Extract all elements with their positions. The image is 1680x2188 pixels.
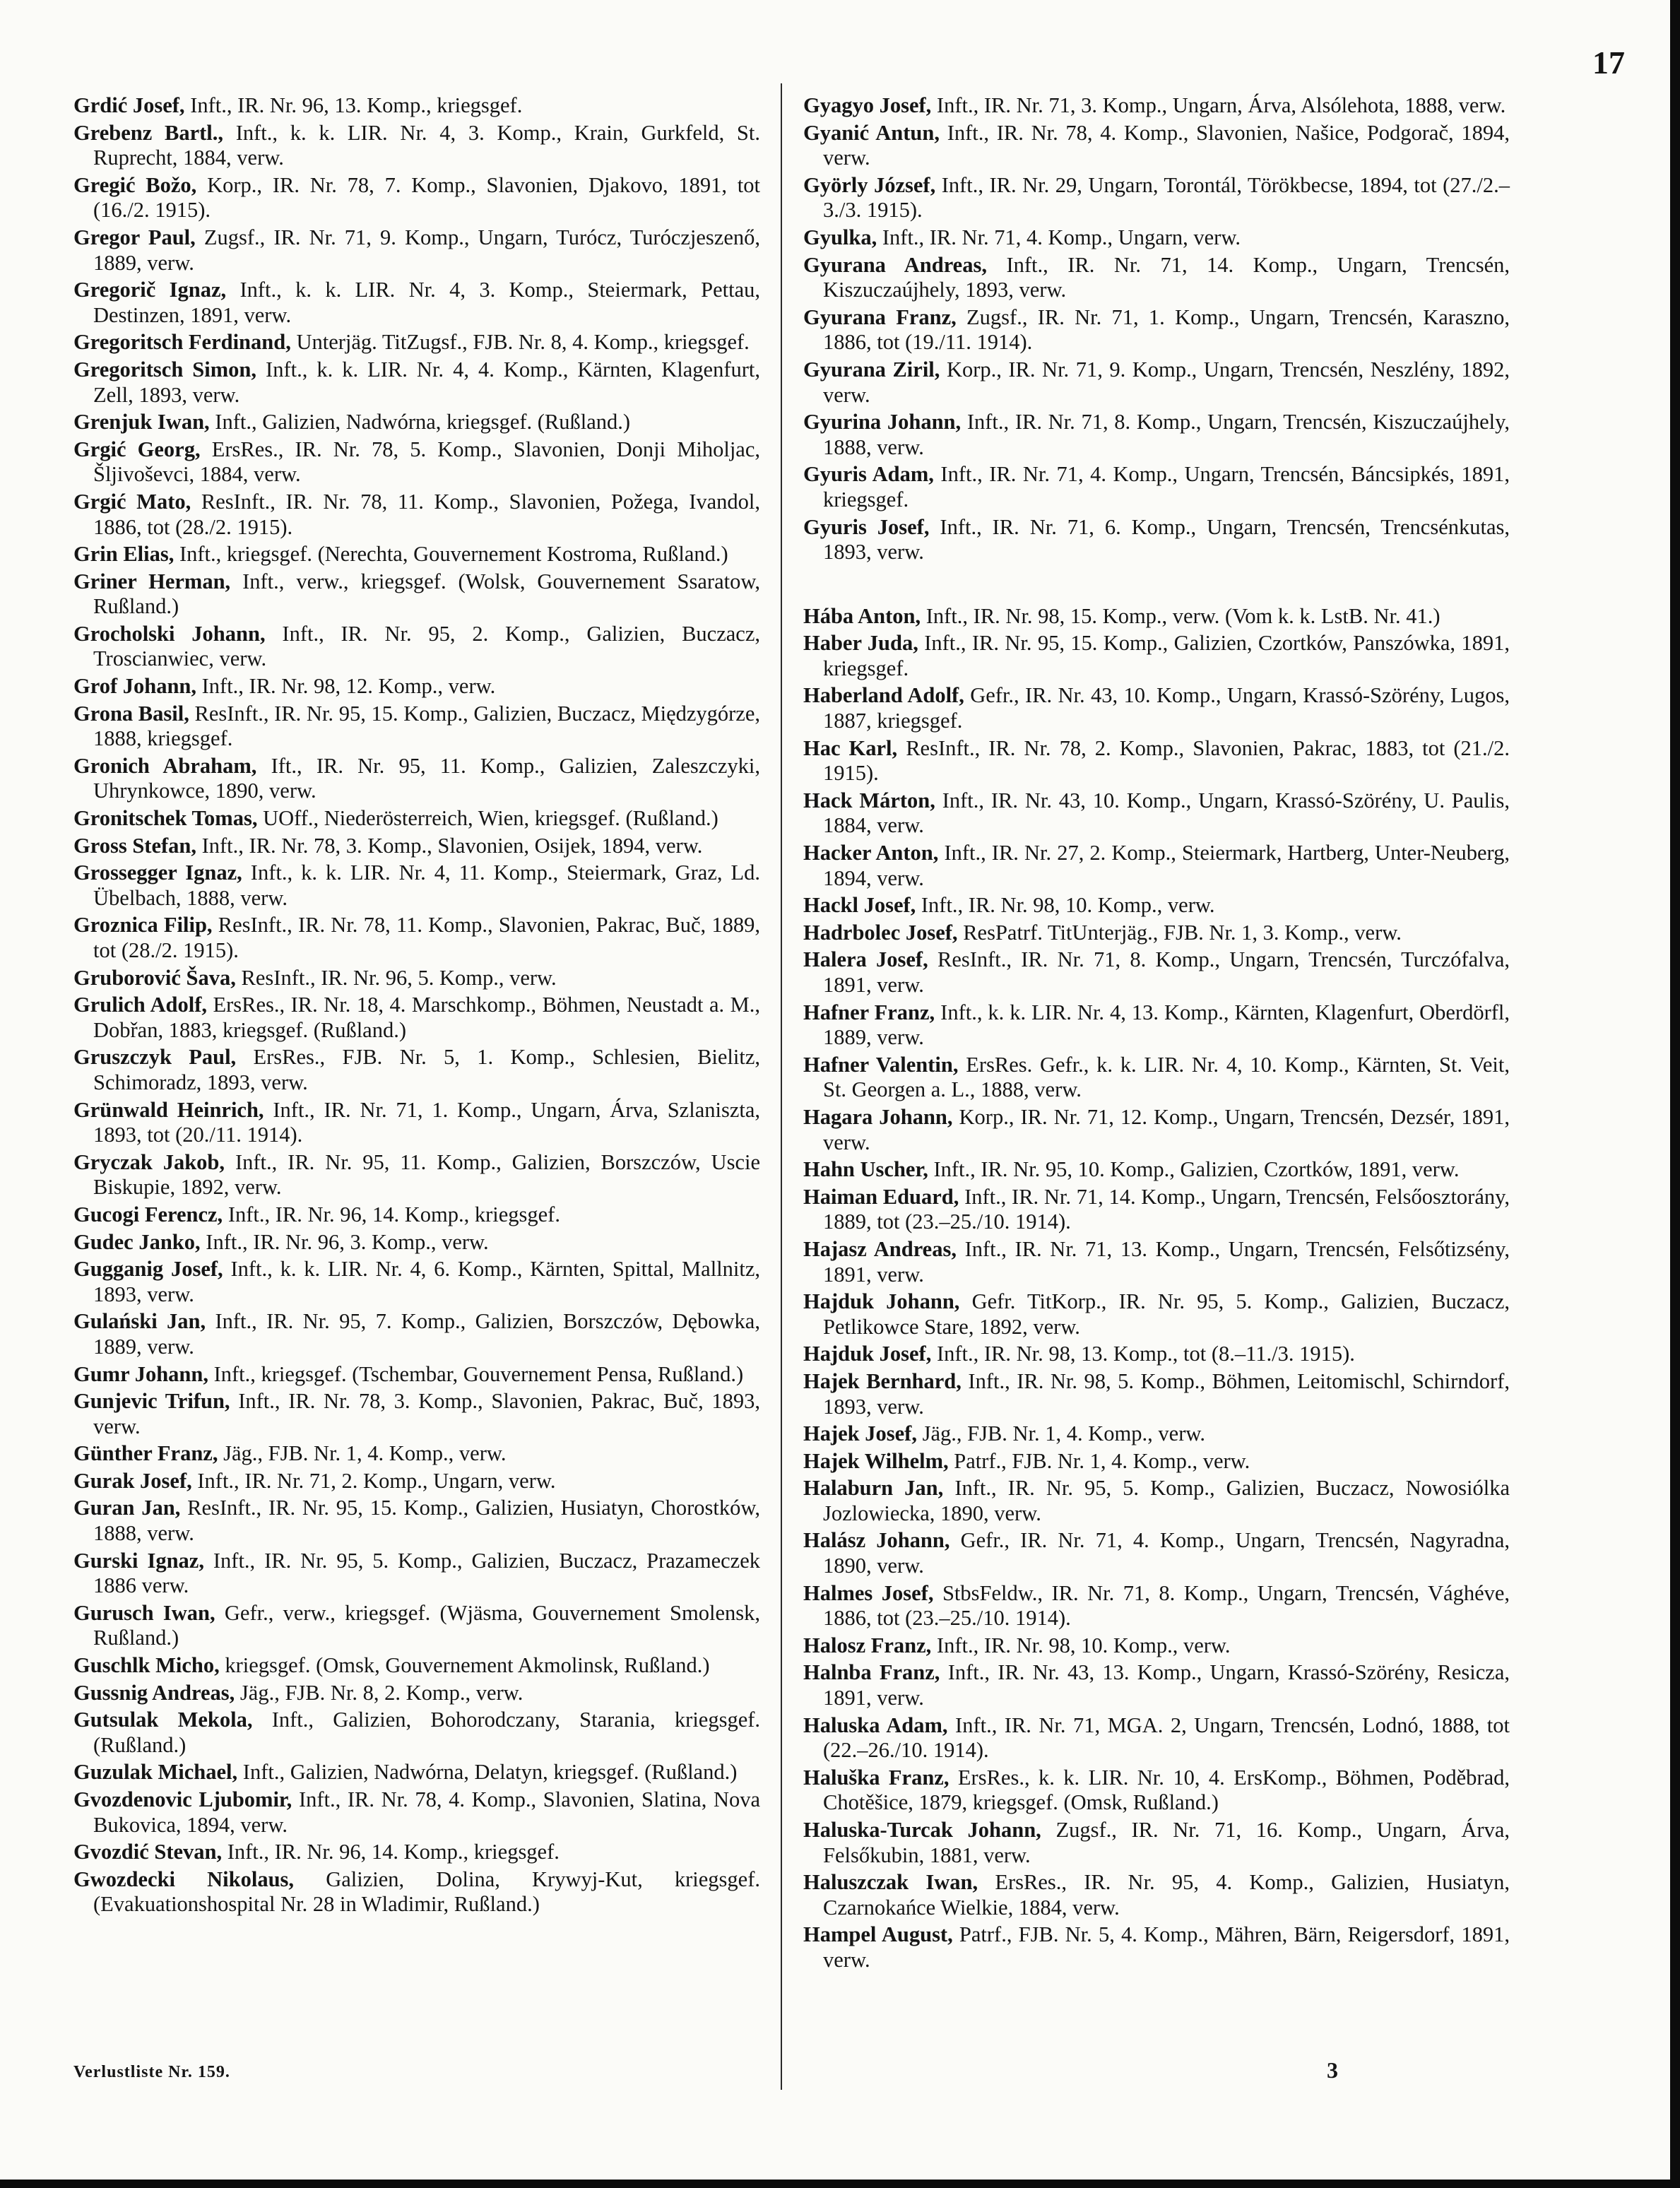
entry-details: Inft., IR. Nr. 96, 3. Komp., verw. (206, 1229, 489, 1254)
entry-details: Korp., IR. Nr. 71, 12. Komp., Ungarn, Trencsén, Dezsér, 1891, verw. (823, 1104, 1510, 1154)
entry-name: Halosz Franz, (803, 1633, 932, 1657)
casualty-entry (73, 173, 760, 223)
casualty-entry (73, 1840, 760, 1865)
casualty-entry (73, 278, 760, 328)
casualty-entry (73, 1549, 760, 1599)
entry-name: Gudec Janko, (73, 1229, 201, 1254)
casualty-entry (73, 1653, 760, 1679)
casualty-entry (73, 93, 760, 119)
entry-details: Inft., IR. Nr. 95, 11. Komp., Galizien, Borszczów, Uscie Biskupie, 1892, verw. (93, 1149, 761, 1200)
entry-details: Inft., IR. Nr. 96, 13. Komp., kriegsgef. (190, 93, 523, 117)
casualty-entry (803, 1421, 1510, 1447)
casualty-entry (73, 754, 760, 804)
entry-details: Inft., IR. Nr. 71, 3. Komp., Ungarn, Árva, Alsólehota, 1888, verw. (936, 93, 1506, 117)
entry-details: Inft., IR. Nr. 98, 10. Komp., verw. (936, 1633, 1231, 1657)
entry-details: Inft., k. k. LIR. Nr. 4, 11. Komp., Steiermark, Graz, Ld. Übelbach, 1888, verw. (93, 861, 760, 910)
entry-details: Inft., IR. Nr. 71, 8. Komp., Ungarn, Trencsén, Kiszuczaújhely, 1888, verw. (823, 410, 1510, 459)
casualty-entry (73, 1681, 760, 1706)
page-number: 17 (1592, 45, 1625, 81)
entry-name: Gugganig Josef, (73, 1257, 223, 1282)
entry-details: Jäg., FJB. Nr. 1, 4. Komp., verw. (922, 1421, 1206, 1446)
casualty-entry (803, 305, 1510, 355)
entry-name: Haber Juda, (803, 631, 918, 656)
entry-details: StbsFeldw., IR. Nr. 71, 8. Komp., Ungarn, Trencsén, Vághéve, 1886, tot (23.–25./10. 1914). (823, 1580, 1510, 1631)
entry-details: ResInft., IR. Nr. 71, 8. Komp., Ungarn, Trencsén, Turczófalva, 1891, verw. (823, 947, 1510, 997)
entry-name: Grocholski Johann, (73, 621, 266, 646)
casualty-entry (803, 1289, 1510, 1340)
entry-name: Gregorič Ignaz, (73, 278, 227, 302)
entry-name: Hahn Uscher, (803, 1157, 928, 1182)
entry-name: Halera Josef, (803, 947, 928, 972)
casualty-entry (73, 1867, 760, 1917)
entry-name: Gutsulak Mekola, (73, 1708, 253, 1732)
entry-details: Inft., k. k. LIR. Nr. 4, 13. Komp., Kärnten, Klagenfurt, Oberdörfl, 1889, verw. (823, 1000, 1510, 1050)
casualty-entry (803, 1105, 1510, 1155)
entry-name: Gucogi Ferencz, (73, 1202, 223, 1226)
entry-name: Grgić Mato, (73, 489, 191, 514)
casualty-entry (803, 1237, 1510, 1287)
entry-name: Gregić Božo, (73, 172, 197, 197)
entry-details: Inft., k. k. LIR. Nr. 4, 3. Komp., Krain, Gurkfeld, St. Ruprecht, 1884, verw. (93, 120, 760, 170)
casualty-entry (803, 173, 1510, 223)
entry-details: Inft., IR. Nr. 95, 10. Komp., Galizien, Czortków, 1891, verw. (933, 1157, 1460, 1182)
entry-details: Inft., IR. Nr. 29, Ungarn, Torontál, Törökbecse, 1894, tot (27./2.–3./3. 1915). (823, 172, 1510, 223)
casualty-entry (803, 683, 1510, 733)
entry-details: ResInft., IR. Nr. 78, 2. Komp., Slavonien, Pakrac, 1883, tot (21./2. 1915). (823, 735, 1510, 786)
entry-details: Inft., Galizien, Bohorodczany, Starania, kriegsgef. (Rußland.) (93, 1708, 761, 1757)
entry-name: Guran Jan, (73, 1496, 181, 1520)
entry-name: Guzulak Michael, (73, 1760, 238, 1785)
entry-details: Jäg., FJB. Nr. 1, 4. Komp., verw. (223, 1441, 507, 1466)
casualty-entry (73, 966, 760, 991)
entry-name: Halnba Franz, (803, 1660, 940, 1685)
casualty-entry (73, 1309, 760, 1359)
entry-name: Grin Elias, (73, 542, 174, 567)
entry-details: Inft., IR. Nr. 71, MGA. 2, Ungarn, Trencsén, Lodnó, 1888, tot (22.–26./10. 1914). (823, 1713, 1510, 1763)
casualty-entry (73, 437, 760, 487)
entry-name: Hafner Valentin, (803, 1052, 959, 1077)
entry-details: Inft., verw., kriegsgef. (Wolsk, Gouvernement Ssaratow, Rußland.) (93, 569, 761, 619)
entry-details: ResInft., IR. Nr. 95, 15. Komp., Galizien, Husiatyn, Chorostków, 1888, verw. (93, 1496, 760, 1546)
casualty-entry (803, 1000, 1510, 1051)
right-column (803, 93, 1510, 1975)
casualty-entry (803, 1660, 1510, 1710)
entry-details: Jäg., FJB. Nr. 8, 2. Komp., verw. (239, 1680, 523, 1705)
entry-details: ResInft., IR. Nr. 96, 5. Komp., verw. (241, 965, 557, 990)
entry-details: Inft., IR. Nr. 78, 3. Komp., Slavonien, Osijek, 1894, verw. (201, 833, 703, 858)
entry-name: Gurak Josef, (73, 1468, 192, 1493)
entry-details: Inft., Galizien, Nadwórna, Delatyn, kriegsgef. (Rußland.) (242, 1760, 738, 1785)
casualty-entry (73, 1230, 760, 1255)
entry-name: Haluška Franz, (803, 1765, 950, 1790)
entry-details: Inft., IR. Nr. 98, 5. Komp., Böhmen, Leitomischl, Schirndorf, 1893, verw. (823, 1368, 1510, 1419)
casualty-entry (73, 1389, 760, 1439)
entry-name: Grünwald Heinrich, (73, 1097, 264, 1122)
casualty-entry (803, 788, 1510, 839)
entry-name: Gyuris Adam, (803, 462, 934, 487)
casualty-entry (803, 515, 1510, 565)
casualty-entry (803, 253, 1510, 303)
section-gap (803, 567, 1510, 604)
entry-details: Inft., IR. Nr. 71, 2. Komp., Ungarn, verw. (197, 1468, 556, 1493)
entry-details: Inft., IR. Nr. 98, 13. Komp., tot (8.–11./3. 1915). (936, 1342, 1355, 1366)
casualty-entry (73, 569, 760, 620)
casualty-entry (73, 1045, 760, 1095)
entry-name: Hajasz Andreas, (803, 1236, 957, 1261)
entry-name: Hafner Franz, (803, 1000, 935, 1024)
entry-details: Inft., Galizien, Nadwórna, kriegsgef. (Rußland.) (215, 410, 631, 434)
entry-details: Patrf., FJB. Nr. 1, 4. Komp., verw. (954, 1448, 1250, 1473)
entry-name: Gryczak Jakob, (73, 1149, 225, 1174)
casualty-entry (73, 913, 760, 963)
entry-details: Inft., IR. Nr. 78, 3. Komp., Slavonien, Pakrac, Buč, 1893, verw. (93, 1389, 761, 1438)
entry-name: Grenjuk Iwan, (73, 410, 210, 434)
entry-name: Halász Johann, (803, 1528, 950, 1553)
entry-name: Gyurana Franz, (803, 304, 957, 329)
casualty-entry (803, 1870, 1510, 1920)
entry-details: Inft., kriegsgef. (Tschembar, Gouvernement Pensa, Rußland.) (213, 1361, 744, 1386)
entry-details: Inft., k. k. LIR. Nr. 4, 6. Komp., Kärnten, Spittal, Mallnitz, 1893, verw. (93, 1257, 760, 1306)
casualty-entry (803, 1185, 1510, 1235)
entry-name: Gyurana Andreas, (803, 252, 987, 277)
entry-details: Inft., IR. Nr. 71, 1. Komp., Ungarn, Árva, Szlaniszta, 1893, tot (20./11. 1914). (93, 1097, 760, 1147)
entry-details: Korp., IR. Nr. 71, 9. Komp., Ungarn, Trencsén, Neszlény, 1892, verw. (823, 357, 1510, 407)
entry-name: Grof Johann, (73, 674, 197, 699)
entry-name: Gregor Paul, (73, 225, 196, 249)
entry-name: Györly József, (803, 172, 936, 197)
entry-name: Gurski Ignaz, (73, 1548, 204, 1573)
entry-details: Galizien, Dolina, Krywyj-Kut, kriegsgef. (Evakuationshospital Nr. 28 in Wladimir, Rußland.) (93, 1867, 760, 1917)
casualty-entry (73, 861, 760, 911)
casualty-entry (803, 841, 1510, 891)
entry-name: Hackl Josef, (803, 893, 916, 918)
entry-details: Zugsf., IR. Nr. 71, 1. Komp., Ungarn, Trencsén, Karaszno, 1886, tot (19./11. 1914). (823, 304, 1510, 355)
entry-details: Inft., IR. Nr. 43, 13. Komp., Ungarn, Krassó-Szörény, Resicza, 1891, verw. (823, 1660, 1510, 1710)
entry-name: Haluska-Turcak Johann, (803, 1818, 1041, 1842)
entry-name: Gulański Jan, (73, 1309, 206, 1334)
entry-details: Zugsf., IR. Nr. 71, 9. Komp., Ungarn, Turócz, Turóczjeszenő, 1889, verw. (93, 225, 760, 275)
casualty-entry (803, 1449, 1510, 1474)
casualty-entry (803, 1581, 1510, 1631)
entry-name: Gvozdenovic Ljubomir, (73, 1787, 292, 1811)
entry-details: Inft., IR. Nr. 98, 15. Komp., verw. (Vom k. k. LstB. Nr. 41.) (925, 603, 1441, 628)
entry-details: ResInft., IR. Nr. 95, 15. Komp., Galizien, Buczacz, Międzygórze, 1888, kriegsgef. (93, 701, 761, 751)
entry-name: Gregoritsch Simon, (73, 357, 256, 382)
casualty-entry (803, 1157, 1510, 1183)
entry-name: Grgić Georg, (73, 437, 201, 461)
entry-details: ErsRes., IR. Nr. 78, 5. Komp., Slavonien, Donji Miholjac, Šljivoševci, 1884, verw. (93, 437, 761, 487)
right-column-g-section (803, 93, 1510, 565)
entry-name: Gyagyo Josef, (803, 93, 932, 117)
entry-details: ErsRes., IR. Nr. 95, 4. Komp., Galizien, Husiatyn, Czarnokańce Wielkie, 1884, verw. (823, 1870, 1510, 1920)
entry-name: Hajek Josef, (803, 1421, 917, 1446)
casualty-entry (803, 1528, 1510, 1578)
entry-details: Inft., IR. Nr. 71, 4. Komp., Ungarn, verw. (882, 225, 1241, 249)
entry-name: Gyurina Johann, (803, 410, 962, 434)
casualty-entry (803, 1633, 1510, 1659)
entry-details: Inft., IR. Nr. 71, 14. Komp., Ungarn, Trencsén, Kiszuczaújhely, 1893, verw. (823, 252, 1510, 302)
casualty-entry (73, 1469, 760, 1494)
entry-name: Grebenz Bartl., (73, 120, 223, 145)
entry-details: Inft., IR. Nr. 95, 5. Komp., Galizien, Buczacz, Prazameczek 1886 verw. (93, 1548, 761, 1598)
entry-name: Hac Karl, (803, 735, 898, 760)
casualty-entry (73, 490, 760, 540)
casualty-entry (73, 702, 760, 752)
entry-name: Hacker Anton, (803, 841, 939, 865)
entry-details: ErsRes. Gefr., k. k. LIR. Nr. 4, 10. Komp., Kärnten, St. Veit, St. Georgen a. L., 1888, verw. (823, 1052, 1510, 1102)
entry-details: Inft., IR. Nr. 78, 4. Komp., Slavonien, Slatina, Nova Bukovica, 1894, verw. (93, 1787, 761, 1837)
entry-details: Gefr., IR. Nr. 71, 4. Komp., Ungarn, Trencsén, Nagyradna, 1890, verw. (823, 1528, 1510, 1578)
entry-details: Korp., IR. Nr. 78, 7. Komp., Slavonien, Djakovo, 1891, tot (16./2. 1915). (93, 172, 761, 223)
entry-name: Guschlk Micho, (73, 1653, 220, 1678)
casualty-entry (803, 604, 1510, 629)
entry-name: Haluszczak Iwan, (803, 1870, 978, 1895)
entry-details: Inft., IR. Nr. 95, 2. Komp., Galizien, Buczacz, Troscianwiec, verw. (93, 621, 760, 671)
casualty-entry (73, 674, 760, 699)
entry-details: Inft., IR. Nr. 71, 6. Komp., Ungarn, Trencsén, Trencsénkutas, 1893, verw. (823, 514, 1510, 564)
casualty-entry (803, 893, 1510, 918)
entry-details: Inft., IR. Nr. 95, 5. Komp., Galizien, Buczacz, Nowosiólka Jozlowiecka, 1890, verw. (823, 1476, 1510, 1525)
entry-details: Inft., IR. Nr. 96, 14. Komp., kriegsgef. (227, 1202, 560, 1226)
entry-details: Inft., IR. Nr. 71, 14. Komp., Ungarn, Trencsén, Felsőosztorány, 1889, tot (23.–25./10. 1914). (823, 1184, 1510, 1234)
entry-name: Haluska Adam, (803, 1713, 948, 1737)
entry-name: Gronich Abraham, (73, 753, 257, 778)
right-column-h-section (803, 604, 1510, 1973)
scan-edge-bottom (0, 2180, 1680, 2188)
entry-details: Gefr., IR. Nr. 43, 10. Komp., Ungarn, Krassó-Szörény, Lugos, 1887, kriegsgef. (823, 683, 1510, 733)
casualty-entry (73, 1441, 760, 1467)
loss-list-label: Verlustliste Nr. 159. (73, 2063, 230, 2081)
casualty-entry (803, 1713, 1510, 1763)
entry-name: Grona Basil, (73, 701, 189, 726)
entry-details: Inft., IR. Nr. 98, 10. Komp., verw. (921, 893, 1215, 918)
entry-details: Gefr. TitKorp., IR. Nr. 95, 5. Komp., Galizien, Buczacz, Petlikowce Stare, 1892, verw. (823, 1289, 1510, 1339)
entry-name: Hajek Wilhelm, (803, 1448, 949, 1473)
entry-name: Gyulka, (803, 225, 877, 249)
entry-name: Griner Herman, (73, 569, 231, 593)
entry-name: Gruszczyk Paul, (73, 1045, 237, 1070)
casualty-entry (803, 947, 1510, 998)
sheet-number: 3 (1327, 2057, 1338, 2083)
entry-details: ErsRes., k. k. LIR. Nr. 10, 4. ErsKomp., Böhmen, Poděbrad, Chotěšice, 1879, kriegsgef. (Omsk, Rußland.) (823, 1765, 1510, 1815)
entry-details: Inft., IR. Nr. 27, 2. Komp., Steiermark, Hartberg, Unter-Neuberg, 1894, verw. (823, 841, 1510, 890)
entry-details: Inft., IR. Nr. 71, 13. Komp., Ungarn, Trencsén, Felsőtizsény, 1891, verw. (823, 1236, 1510, 1287)
casualty-entry (803, 357, 1510, 408)
entry-details: Inft., IR. Nr. 78, 4. Komp., Slavonien, Našice, Podgorač, 1894, verw. (823, 120, 1510, 170)
entry-details: kriegsgef. (Omsk, Gouvernement Akmolinsk, Rußland.) (225, 1653, 710, 1678)
scan-edge-right (1670, 0, 1680, 2188)
casualty-entry (803, 462, 1510, 512)
entry-details: Inft., IR. Nr. 98, 12. Komp., verw. (201, 674, 496, 699)
entry-details: Ift., IR. Nr. 95, 11. Komp., Galizien, Zaleszczyki, Uhrynkowce, 1890, verw. (93, 753, 760, 803)
entry-details: ErsRes., FJB. Nr. 5, 1. Komp., Schlesien, Bielitz, Schimoradz, 1893, verw. (93, 1045, 761, 1094)
casualty-entry (73, 1202, 760, 1228)
entry-name: Groznica Filip, (73, 913, 213, 938)
entry-name: Gruborović Šava, (73, 965, 236, 990)
entry-details: Inft., IR. Nr. 71, 4. Komp., Ungarn, Trencsén, Báncsipkés, 1891, kriegsgef. (823, 462, 1510, 511)
entry-name: Hajek Bernhard, (803, 1368, 962, 1393)
entry-name: Hajduk Josef, (803, 1342, 932, 1366)
entry-name: Hába Anton, (803, 603, 921, 628)
entry-name: Gyurana Ziril, (803, 357, 940, 382)
entry-name: Gumr Johann, (73, 1361, 208, 1386)
entry-details: ResPatrf. TitUnterjäg., FJB. Nr. 1, 3. Komp., verw. (963, 920, 1402, 945)
casualty-entry (73, 834, 760, 859)
casualty-entry (803, 921, 1510, 946)
entry-details: Inft., k. k. LIR. Nr. 4, 4. Komp., Kärnten, Klagenfurt, Zell, 1893, verw. (93, 357, 761, 407)
entry-details: Inft., k. k. LIR. Nr. 4, 3. Komp., Steiermark, Pettau, Destinzen, 1891, verw. (93, 278, 761, 327)
casualty-entry (73, 993, 760, 1043)
casualty-entry (73, 1760, 760, 1785)
column-divider (781, 83, 782, 2090)
entry-name: Hagara Johann, (803, 1104, 953, 1129)
casualty-entry (73, 225, 760, 276)
entry-name: Günther Franz, (73, 1441, 218, 1466)
entry-details: Patrf., FJB. Nr. 5, 4. Komp., Mähren, Bärn, Reigersdorf, 1891, verw. (823, 1922, 1510, 1972)
entry-name: Hajduk Johann, (803, 1289, 960, 1314)
casualty-entry (803, 1476, 1510, 1526)
entry-name: Hadrbolec Josef, (803, 920, 958, 945)
casualty-entry (73, 622, 760, 672)
entry-name: Halaburn Jan, (803, 1476, 944, 1501)
casualty-entry (73, 1362, 760, 1388)
casualty-entry (73, 330, 760, 355)
casualty-entry (73, 1708, 760, 1758)
entry-details: ResInft., IR. Nr. 78, 11. Komp., Slavonien, Požega, Ivandol, 1886, tot (28./2. 1915). (93, 489, 760, 539)
casualty-entry (803, 631, 1510, 681)
entry-details: Inft., kriegsgef. (Nerechta, Gouvernement Kostroma, Rußland.) (179, 542, 728, 567)
casualty-entry (803, 1369, 1510, 1419)
entry-details: Zugsf., IR. Nr. 71, 16. Komp., Ungarn, Árva, Felsőkubin, 1881, verw. (823, 1818, 1510, 1867)
casualty-entry (73, 1098, 760, 1148)
entry-name: Haberland Adolf, (803, 683, 964, 708)
entry-details: Inft., IR. Nr. 95, 7. Komp., Galizien, Borszczów, Dębowka, 1889, verw. (93, 1309, 760, 1359)
casualty-entry (73, 357, 760, 408)
entry-details: Inft., IR. Nr. 95, 15. Komp., Galizien, Czortków, Panszówka, 1891, kriegsgef. (823, 631, 1510, 680)
entry-name: Gunjevic Trifun, (73, 1389, 230, 1414)
casualty-entry (73, 1257, 760, 1307)
casualty-entry (73, 1150, 760, 1200)
casualty-entry (803, 1818, 1510, 1868)
entry-details: Inft., IR. Nr. 43, 10. Komp., Ungarn, Krassó-Szörény, U. Paulis, 1884, verw. (823, 788, 1510, 838)
entry-name: Halmes Josef, (803, 1580, 934, 1605)
entry-details: ResInft., IR. Nr. 78, 11. Komp., Slavonien, Pakrac, Buč, 1889, tot (28./2. 1915). (93, 913, 760, 962)
casualty-entry (73, 410, 760, 435)
casualty-entry (803, 93, 1510, 119)
casualty-entry (73, 542, 760, 567)
casualty-entry (803, 410, 1510, 460)
entry-details: Gefr., verw., kriegsgef. (Wjäsma, Gouvernement Smolensk, Rußland.) (93, 1600, 761, 1650)
entry-name: Gross Stefan, (73, 833, 196, 858)
casualty-entry (803, 1053, 1510, 1103)
casualty-entry (803, 121, 1510, 171)
entry-name: Gussnig Andreas, (73, 1680, 235, 1705)
casualty-entry (73, 806, 760, 832)
entry-details: Inft., IR. Nr. 96, 14. Komp., kriegsgef. (227, 1840, 560, 1864)
casualty-entry (803, 225, 1510, 251)
entry-name: Gwozdecki Nikolaus, (73, 1867, 295, 1891)
entry-name: Hack Márton, (803, 788, 935, 812)
entry-name: Gregoritsch Ferdinand, (73, 330, 291, 355)
casualty-entry (73, 1601, 760, 1651)
entry-details: Unterjäg. TitZugsf., FJB. Nr. 8, 4. Komp., kriegsgef. (296, 330, 750, 355)
entry-name: Haiman Eduard, (803, 1184, 959, 1209)
entry-name: Grdić Josef, (73, 93, 185, 117)
entry-name: Grossegger Ignaz, (73, 861, 242, 885)
casualty-entry (803, 1342, 1510, 1367)
casualty-entry (803, 1766, 1510, 1816)
casualty-entry (803, 1922, 1510, 1973)
entry-details: ErsRes., IR. Nr. 18, 4. Marschkomp., Böhmen, Neustadt a. M., Dobřan, 1883, kriegsgef. (Rußland.) (93, 993, 761, 1042)
entry-name: Gurusch Iwan, (73, 1600, 215, 1625)
entry-name: Gyuris Josef, (803, 514, 930, 539)
entry-name: Grulich Adolf, (73, 993, 207, 1017)
entry-details: UOff., Niederösterreich, Wien, kriegsgef. (Rußland.) (263, 806, 718, 831)
entry-name: Gyanić Antun, (803, 120, 940, 145)
entry-name: Gronitschek Tomas, (73, 806, 258, 831)
casualty-entry (73, 1496, 760, 1546)
casualty-entry (73, 1787, 760, 1838)
entry-name: Gvozdić Stevan, (73, 1840, 223, 1864)
casualty-entry (73, 121, 760, 171)
left-column (73, 93, 760, 1920)
casualty-entry (803, 736, 1510, 786)
entry-name: Hampel August, (803, 1922, 953, 1947)
